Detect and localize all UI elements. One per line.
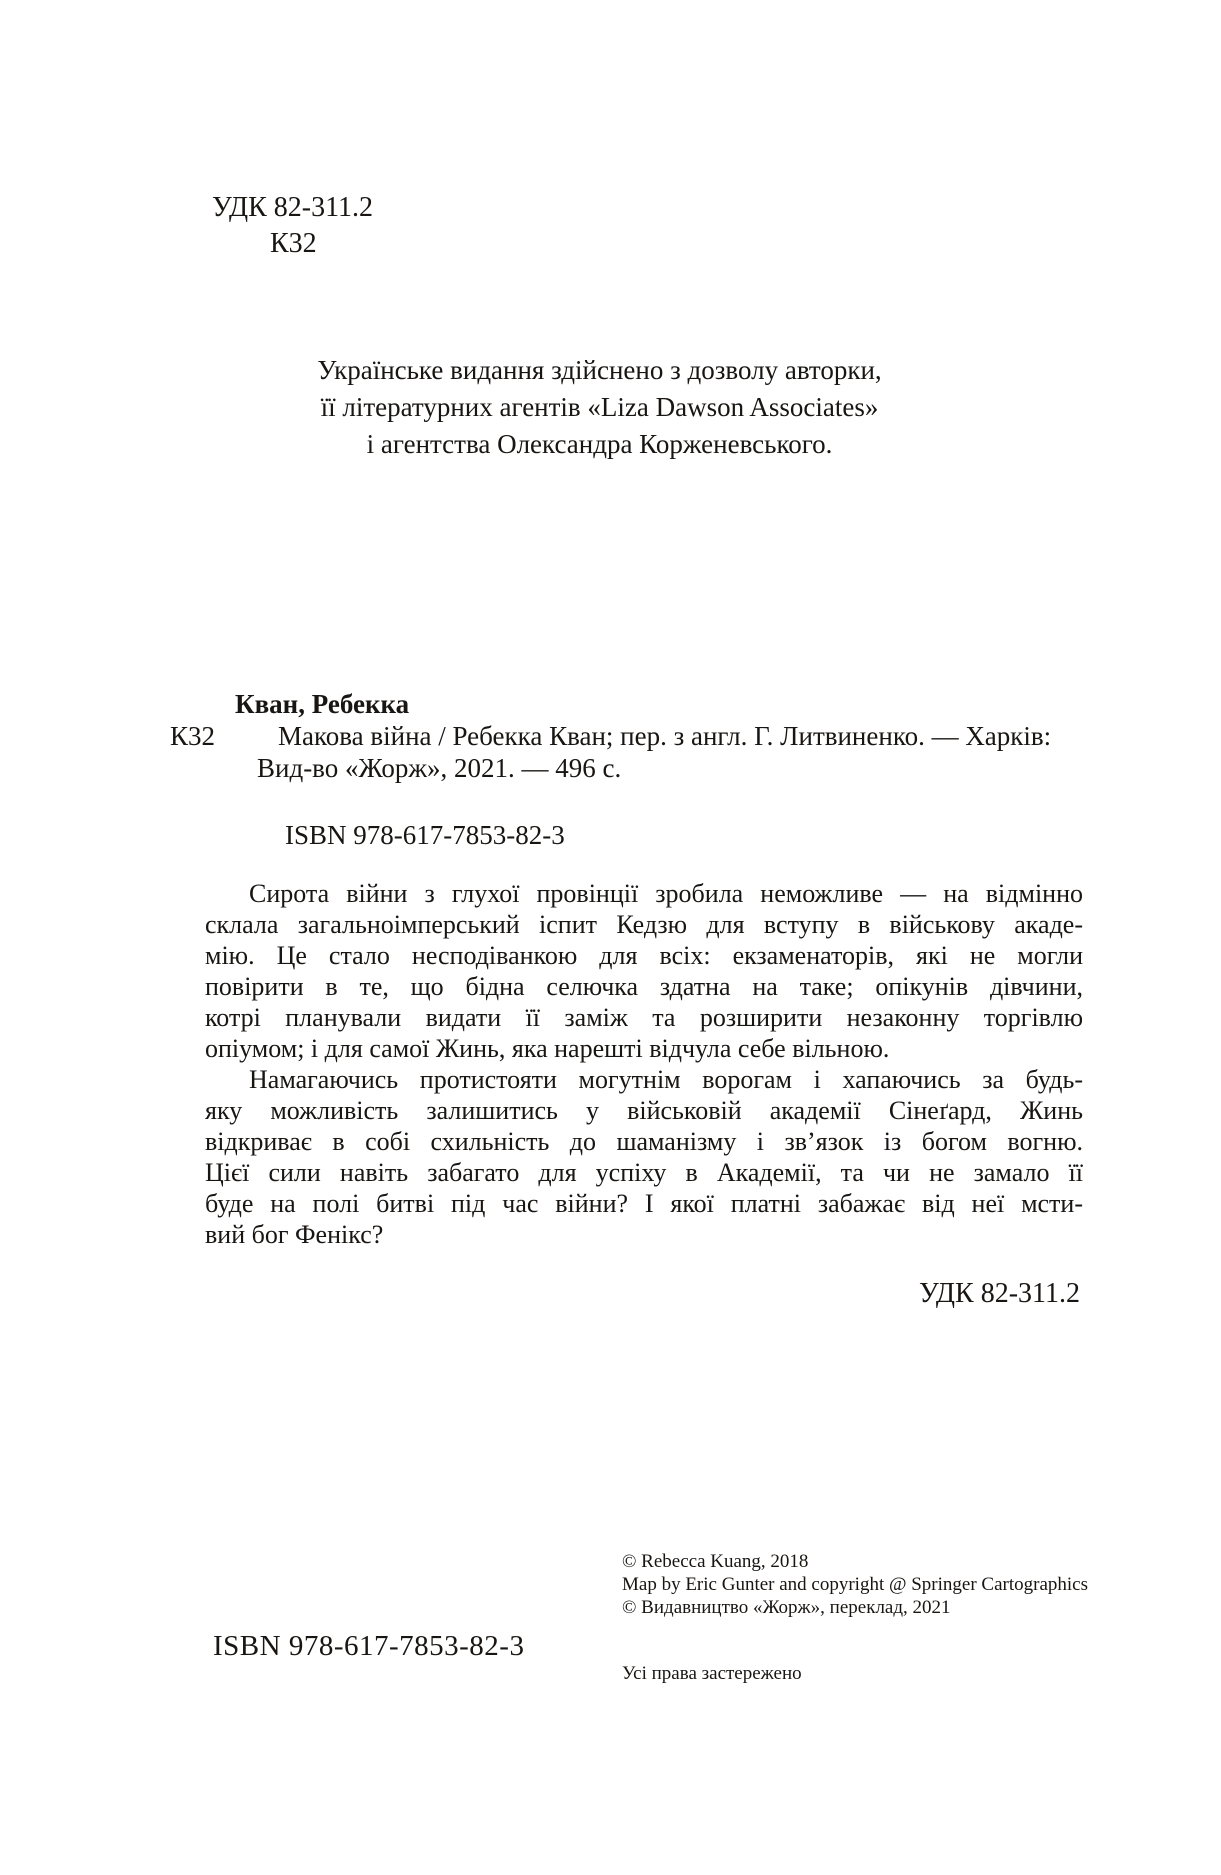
udk-number-bottom: УДК 82-311.2 [918,1278,1080,1309]
text-line: Намагаючись протистояти могутнім ворогам і хапаючись за будь- [249,1065,1083,1094]
rights-reserved: Усі права застережено [622,1663,802,1684]
text-line: повірити в те, що бідна селючка здатна на таке; опікунів дівчини, [205,972,1083,1001]
permission-line-1: Українське видання здійснено з дозволу авторки, [317,355,882,385]
catalog-code: К32 [170,721,216,751]
text-line: вий бог Фенікс? [205,1220,384,1249]
annotation-paragraph-1 [205,878,1083,1064]
text-line: відкриває в собі схильність до шаманізму і зв’язок із богом вогню. [205,1127,1083,1156]
udk-block [212,190,373,262]
text-line: буде на полі битві під час війни? І якої платні забажає від неї мсти- [205,1189,1083,1218]
text-line: Цієї сили навіть забагато для успіху в Академії, та чи не замало її [205,1158,1083,1187]
text-line: склала загальноімперський іспит Кедзю для вступу в військову акаде- [205,910,1083,939]
catalog-author: Кван, Ребекка [235,689,410,719]
text-line: Сирота війни з глухої провінції зробила неможливе — на відмінно [249,879,1083,908]
text-line: яку можливість залишитись у військовій академії Сінеґард, Жинь [205,1096,1083,1125]
isbn-number-bottom: ISBN 978-617-7853-82-3 [213,1630,525,1662]
text-line: котрі планували видати її заміж та розширити незаконну торгівлю [205,1003,1083,1032]
udk-number-top: УДК 82-311.2 [212,192,374,223]
catalog-entry-line-2: Вид-во «Жорж», 2021. — 496 с. [257,753,622,783]
annotation-paragraph-2 [205,1064,1083,1250]
catalog-entry-line-1: Макова війна / Ребекка Кван; пер. з англ. Г. Литвиненко. — Харків: [278,721,1052,751]
copyright-map: Map by Eric Gunter and copyright @ Springer Cartographics [622,1574,1088,1595]
permission-line-2: її літературних агентів «Liza Dawson Associates» [320,392,879,422]
copyright-publisher: © Видавництво «Жорж», переклад, 2021 [622,1597,951,1618]
udk-author-code: К32 [270,228,317,259]
text-line: опіумом; і для самої Жинь, яка нарешті відчула себе вільною. [205,1034,890,1063]
isbn-number: ISBN 978-617-7853-82-3 [285,820,565,850]
permission-note [0,352,1199,463]
copyright-author: © Rebecca Kuang, 2018 [622,1551,809,1572]
permission-line-3: і агентства Олександра Корженевського. [366,429,833,459]
annotation-block [205,878,1083,1250]
credits-block [622,1550,1088,1685]
text-line: мію. Це стало несподіванкою для всіх: екзаменаторів, які не могли [205,941,1083,970]
